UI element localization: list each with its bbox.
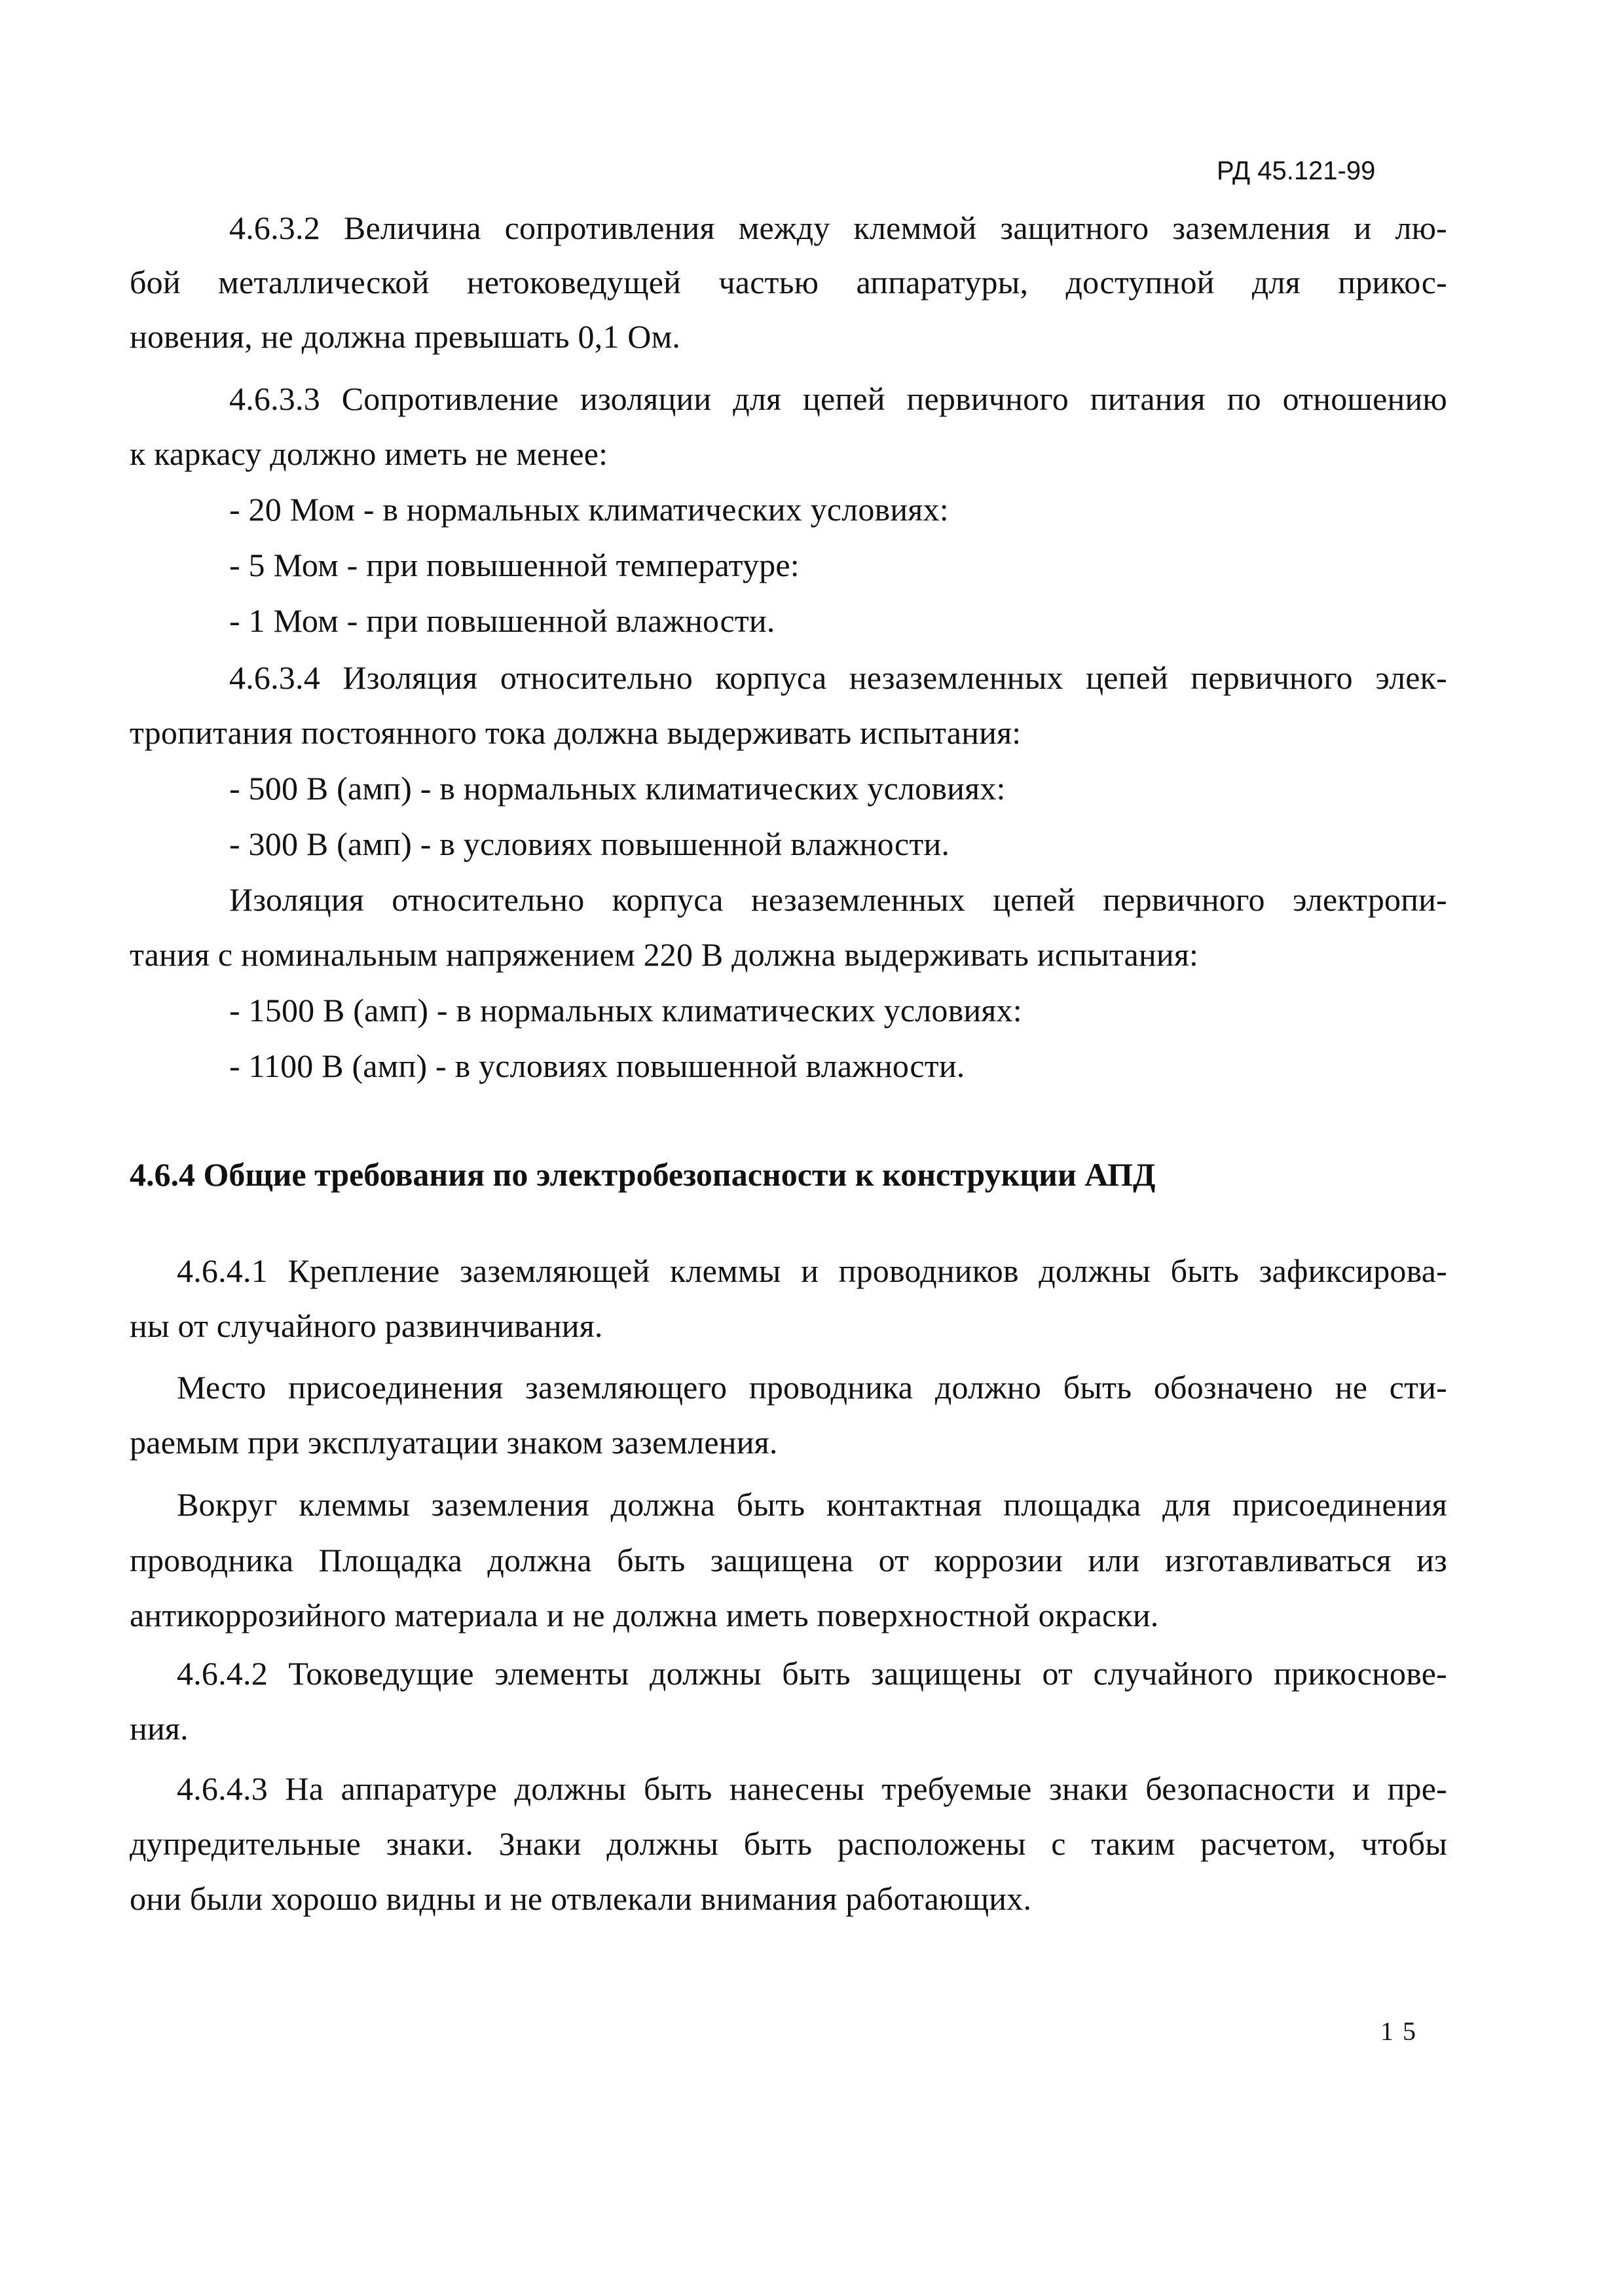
text-line: к каркасу должно иметь не менее: [130,435,608,472]
text-line: 4.6.3.4 Изоляция относительно корпуса незаземленных цепей первичного элек- [229,659,1447,696]
text-line: 4.6.4.1 Крепление заземляющей клеммы и проводников должны быть зафиксирова- [177,1252,1447,1289]
text-line: ния. [130,1710,189,1747]
text-line: Место присоединения заземляющего проводника должно быть обозначено не сти- [177,1369,1447,1406]
text-line: раемым при эксплуатации знаком заземления. [130,1424,778,1461]
text-line: Вокруг клеммы заземления должна быть контактная площадка для присоединения [177,1486,1447,1523]
text-line: 4.6.3.3 Сопротивление изоляции для цепей первичного питания по отношению [229,380,1447,417]
text-line: Изоляция относительно корпуса незаземленных цепей первичного электропи- [229,881,1447,918]
list-item: - 500 В (амп) - в нормальных климатических условиях: [229,770,1006,807]
list-item: - 20 Мом - в нормальных климатических условиях: [229,491,949,528]
page-number: 15 [1380,2016,1425,2046]
list-item: - 5 Мом - при повышенной температуре: [229,547,800,583]
text-line: тропитания постоянного тока должна выдерживать испытания: [130,714,1022,751]
text-line: тания с номинальным напряжением 220 В должна выдерживать испытания: [130,936,1199,973]
document-code: РД 45.121-99 [1217,156,1376,185]
text-line: они были хорошо видны и не отвлекали внимания работающих. [130,1880,1032,1917]
section-heading: 4.6.4 Общие требования по электробезопасности к конструкции АПД [130,1156,1156,1193]
text-line: дупредительные знаки. Знаки должны быть расположены с таким расчетом, чтобы [130,1825,1447,1862]
list-item: - 1500 В (амп) - в нормальных климатических условиях: [229,992,1022,1029]
text-line: 4.6.3.2 Величина сопротивления между клеммой защитного заземления и лю- [229,210,1447,246]
text-line: ны от случайного развинчивания. [130,1307,603,1344]
text-line: 4.6.4.3 На аппаратуре должны быть нанесены требуемые знаки безопасности и пре- [177,1770,1447,1807]
text-line: новения, не должна превышать 0,1 Ом. [130,318,681,355]
text-line: проводника Площадка должна быть защищена от коррозии или изготавливаться из [130,1542,1447,1578]
list-item: - 1100 В (амп) - в условиях повышенной влажности. [229,1048,965,1084]
text-line: 4.6.4.2 Токоведущие элементы должны быть защищены от случайного прикоснове- [177,1655,1447,1692]
list-item: - 300 В (амп) - в условиях повышенной влажности. [229,826,950,862]
list-item: - 1 Мом - при повышенной влажности. [229,602,775,639]
text-line: антикоррозийного материала и не должна иметь поверхностной окраски. [130,1597,1159,1633]
text-line: бой металлической нетоковедущей частью аппаратуры, доступной для прикос- [130,264,1447,301]
